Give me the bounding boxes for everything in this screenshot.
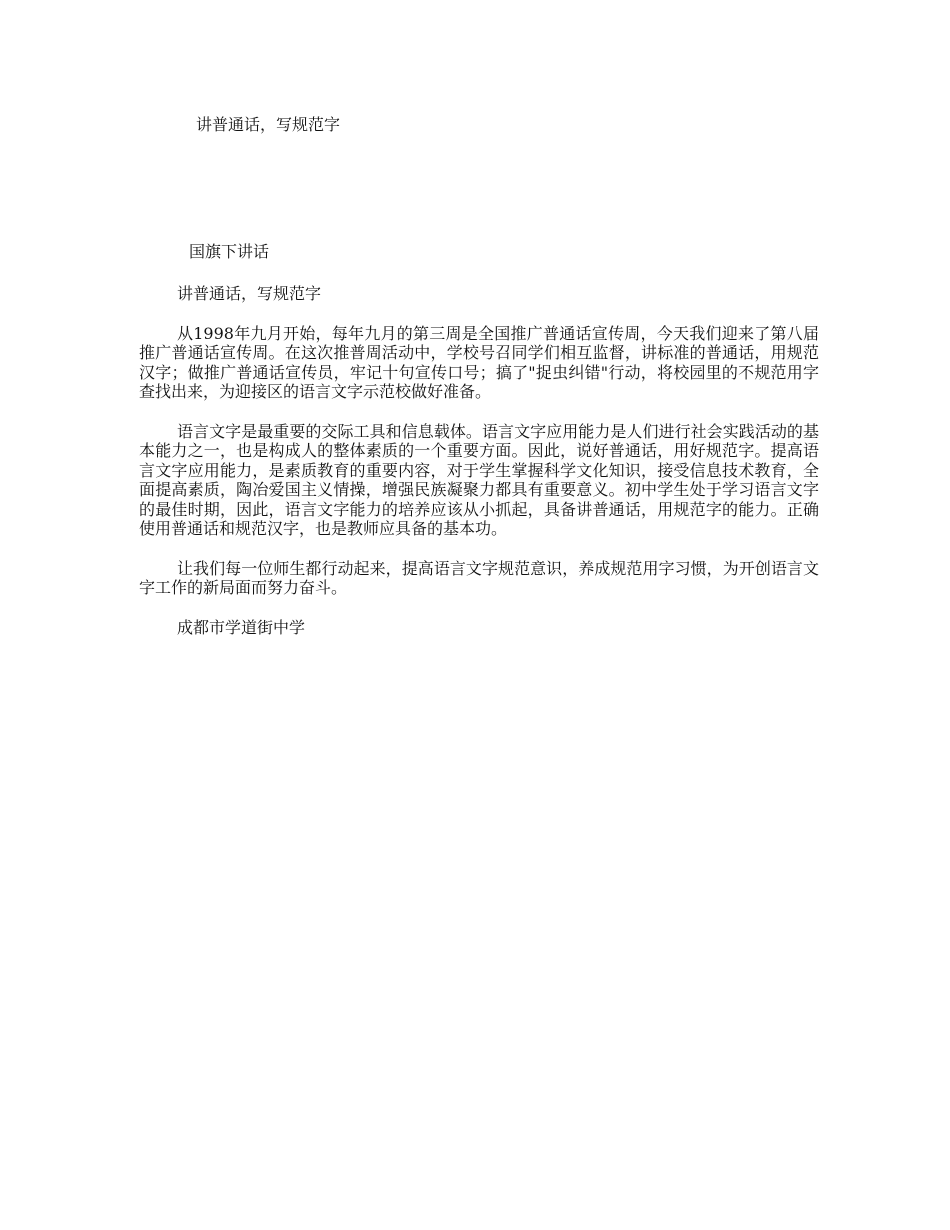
signature: 成都市学道街中学: [177, 617, 306, 637]
header-title: 讲普通话，写规范字: [196, 115, 341, 134]
paragraph-3: 让我们每一位师生都行动起来，提高语言文字规范意识，养成规范用字习惯，为开创语言文字工作的新局面而努力奋斗。: [139, 558, 819, 597]
paragraph-1: 从1998年九月开始，每年九月的第三周是全国推广普通话宣传周，今天我们迎来了第八届推广普通话宣传周。在这次推普周活动中，学校号召同学们相互监督，讲标准的普通话，用规范汉字；做推广普通话宣传员，牢记十句宣传口号；搞了"捉虫纠错"行动，将校园里的不规范用字查找出来，为迎接区的语言文字示范校做好准备。: [139, 323, 819, 401]
paragraph-2: 语言文字是最重要的交际工具和信息载体。语言文字应用能力是人们进行社会实践活动的基本能力之一，也是构成人的整体素质的一个重要方面。因此，说好普通话，用好规范字。提高语言文字应用能力，是素质教育的重要内容，对于学生掌握科学文化知识，接受信息技术教育，全面提高素质，陶冶爱国主义情操，增强民族凝聚力都具有重要意义。初中学生处于学习语言文字的最佳时期，因此，语言文字能力的培养应该从小抓起，具备讲普通话，用规范字的能力。正确使用普通话和规范汉字，也是教师应具备的基本功。: [139, 421, 819, 538]
document-body: [139, 284, 819, 637]
speech-subheading: 国旗下讲话: [189, 242, 270, 261]
document-title: 讲普通话，写规范字: [177, 284, 322, 303]
